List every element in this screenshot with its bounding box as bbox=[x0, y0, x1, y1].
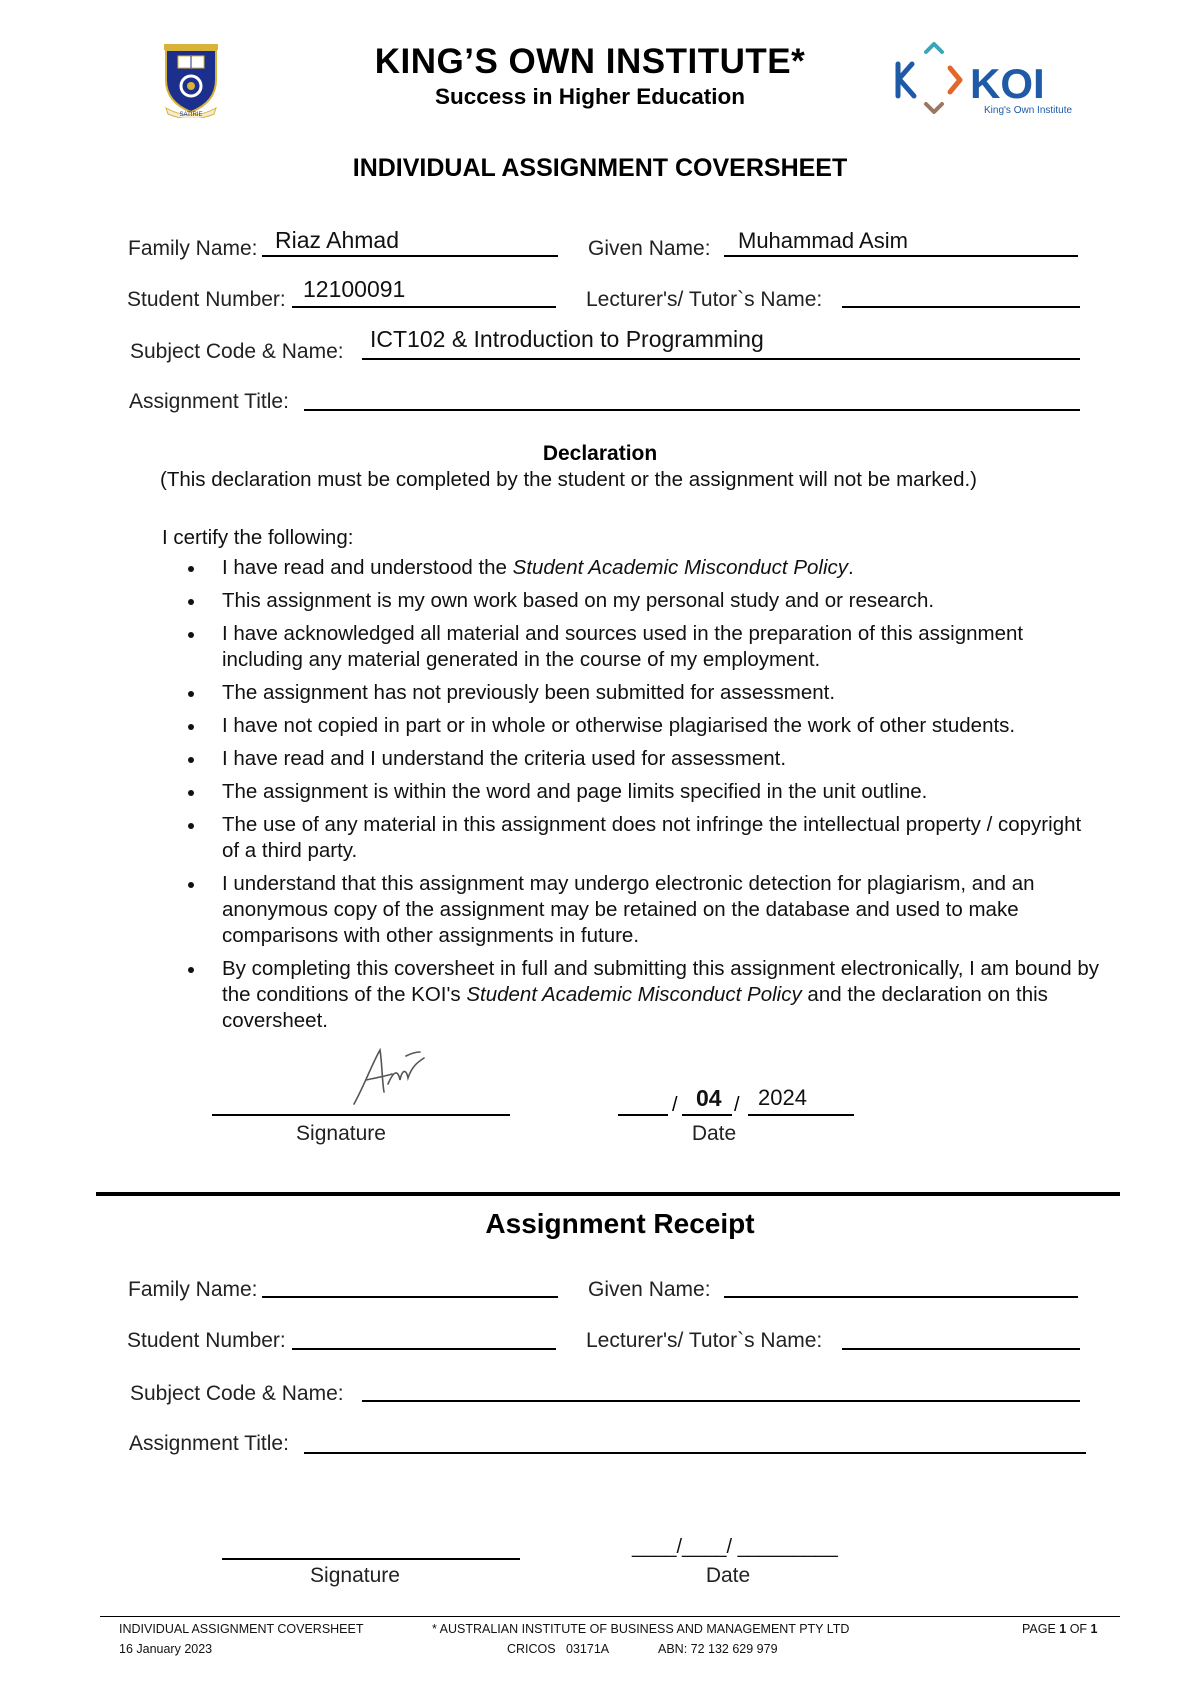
bullet-icon bbox=[188, 599, 194, 605]
signature-drawing[interactable] bbox=[346, 1040, 436, 1110]
receipt-date-blank[interactable]: ____/____/ _________ bbox=[632, 1536, 838, 1558]
koi-logo-subtext: King's Own Institute bbox=[984, 105, 1073, 116]
bullet-icon bbox=[188, 724, 194, 730]
receipt-lecturer-label: Lecturer's/ Tutor`s Name: bbox=[586, 1329, 823, 1352]
page-of: OF bbox=[1066, 1622, 1091, 1636]
institute-crest bbox=[160, 42, 222, 118]
receipt-student-number-line[interactable] bbox=[292, 1348, 556, 1350]
receipt-assignment-title-line[interactable] bbox=[304, 1452, 1086, 1454]
footer-doc-name: INDIVIDUAL ASSIGNMENT COVERSHEET bbox=[119, 1622, 364, 1636]
subject-value[interactable]: ICT102 & Introduction to Programming bbox=[370, 326, 764, 352]
page-total: 1 bbox=[1090, 1622, 1098, 1636]
given-name-value[interactable]: Muhammad Asim bbox=[738, 228, 908, 253]
receipt-given-name-line[interactable] bbox=[724, 1296, 1078, 1298]
declaration-item: I have acknowledged all material and sources used in the preparation of this assignment including any material generated in the course of my employment. bbox=[180, 621, 1100, 673]
signature-label: Signature bbox=[296, 1122, 386, 1145]
subject-line bbox=[362, 358, 1080, 360]
declaration-item: The use of any material in this assignment does not infringe the intellectual property / copyright of a third party. bbox=[180, 812, 1100, 864]
footer-cricos: CRICOS 03171A bbox=[507, 1642, 610, 1656]
declaration-item: I have not copied in part or in whole or otherwise plagiarised the work of other students. bbox=[180, 713, 1100, 739]
bullet-icon bbox=[188, 882, 194, 888]
assignment-title-line bbox=[304, 409, 1080, 411]
footer-abn: ABN: 72 132 629 979 bbox=[658, 1642, 778, 1656]
subject-label: Subject Code & Name: bbox=[130, 340, 344, 363]
receipt-assignment-title-label: Assignment Title: bbox=[129, 1432, 289, 1455]
student-number-value[interactable]: 12100091 bbox=[303, 276, 406, 302]
assignment-title-label: Assignment Title: bbox=[129, 390, 289, 413]
bullet-icon bbox=[188, 757, 194, 763]
footer-org-name: * AUSTRALIAN INSTITUTE OF BUSINESS AND MANAGEMENT PTY LTD bbox=[432, 1622, 850, 1636]
date-year-line bbox=[748, 1114, 854, 1116]
receipt-signature-line[interactable] bbox=[222, 1558, 520, 1560]
declaration-list bbox=[180, 555, 1100, 1041]
student-number-label: Student Number: bbox=[127, 288, 286, 311]
page-num: 1 bbox=[1059, 1622, 1067, 1636]
page-prefix: PAGE bbox=[1022, 1622, 1060, 1636]
declaration-note: (This declaration must be completed by the student or the assignment will not be marked.) bbox=[160, 468, 977, 491]
date-month-line bbox=[682, 1114, 732, 1116]
receipt-heading: Assignment Receipt bbox=[485, 1208, 755, 1239]
lecturer-line bbox=[842, 306, 1080, 308]
signature-line bbox=[212, 1114, 510, 1116]
bullet-icon bbox=[188, 566, 194, 572]
date-month-value[interactable]: 04 bbox=[696, 1085, 722, 1111]
crest-banner-text: SATIRIE bbox=[179, 112, 203, 118]
institute-name: KING’S OWN INSTITUTE* bbox=[374, 42, 806, 81]
family-name-line bbox=[262, 255, 558, 257]
bullet-icon bbox=[188, 823, 194, 829]
receipt-family-name-label: Family Name: bbox=[128, 1278, 258, 1301]
receipt-family-name-line[interactable] bbox=[262, 1296, 558, 1298]
footer-doc-date: 16 January 2023 bbox=[119, 1642, 213, 1656]
bullet-icon bbox=[188, 632, 194, 638]
date-separator: / bbox=[672, 1094, 678, 1116]
declaration-item: This assignment is my own work based on my personal study and or research. bbox=[180, 588, 1100, 614]
bullet-icon bbox=[188, 967, 194, 973]
declaration-heading: Declaration bbox=[542, 442, 658, 465]
institute-tagline: Success in Higher Education bbox=[434, 84, 746, 109]
receipt-lecturer-line[interactable] bbox=[842, 1348, 1080, 1350]
receipt-student-number-label: Student Number: bbox=[127, 1329, 286, 1352]
page-title: INDIVIDUAL ASSIGNMENT COVERSHEET bbox=[352, 154, 848, 182]
date-label: Date bbox=[691, 1122, 737, 1145]
receipt-subject-label: Subject Code & Name: bbox=[130, 1382, 344, 1405]
receipt-signature-label: Signature bbox=[310, 1564, 400, 1587]
receipt-subject-line[interactable] bbox=[362, 1400, 1080, 1402]
footer-page-number bbox=[1022, 1622, 1098, 1636]
koi-logo bbox=[888, 38, 1084, 122]
section-divider bbox=[96, 1192, 1120, 1196]
bullet-icon bbox=[188, 790, 194, 796]
declaration-item: I understand that this assignment may undergo electronic detection for plagiarism, and an anonymous copy of the assignment may be retained on the database and used to make comparisons with other assignments in future. bbox=[180, 871, 1100, 949]
student-number-line bbox=[292, 306, 556, 308]
koi-logo-text: KOI bbox=[970, 60, 1045, 107]
footer-rule bbox=[100, 1616, 1120, 1617]
declaration-intro: I certify the following: bbox=[162, 526, 354, 549]
date-year-value[interactable]: 2024 bbox=[758, 1085, 807, 1110]
date-day-line bbox=[618, 1114, 668, 1116]
declaration-item: I have read and understood the Student Academic Misconduct Policy. bbox=[180, 555, 1100, 581]
given-name-line bbox=[724, 255, 1078, 257]
given-name-label: Given Name: bbox=[588, 237, 711, 260]
declaration-item: By completing this coversheet in full and submitting this assignment electronically, I am bound by the conditions of the KOI's Student Academic Misconduct Policy and the declaration on this coversheet. bbox=[180, 956, 1100, 1034]
bullet-icon bbox=[188, 691, 194, 697]
declaration-item: I have read and I understand the criteria used for assessment. bbox=[180, 746, 1100, 772]
family-name-label: Family Name: bbox=[128, 237, 258, 260]
receipt-given-name-label: Given Name: bbox=[588, 1278, 711, 1301]
family-name-value[interactable]: Riaz Ahmad bbox=[275, 227, 400, 253]
receipt-date-label: Date bbox=[705, 1564, 751, 1587]
lecturer-label: Lecturer's/ Tutor`s Name: bbox=[586, 288, 823, 311]
date-separator: / bbox=[734, 1094, 740, 1116]
declaration-item: The assignment is within the word and page limits specified in the unit outline. bbox=[180, 779, 1100, 805]
declaration-item: The assignment has not previously been submitted for assessment. bbox=[180, 680, 1100, 706]
